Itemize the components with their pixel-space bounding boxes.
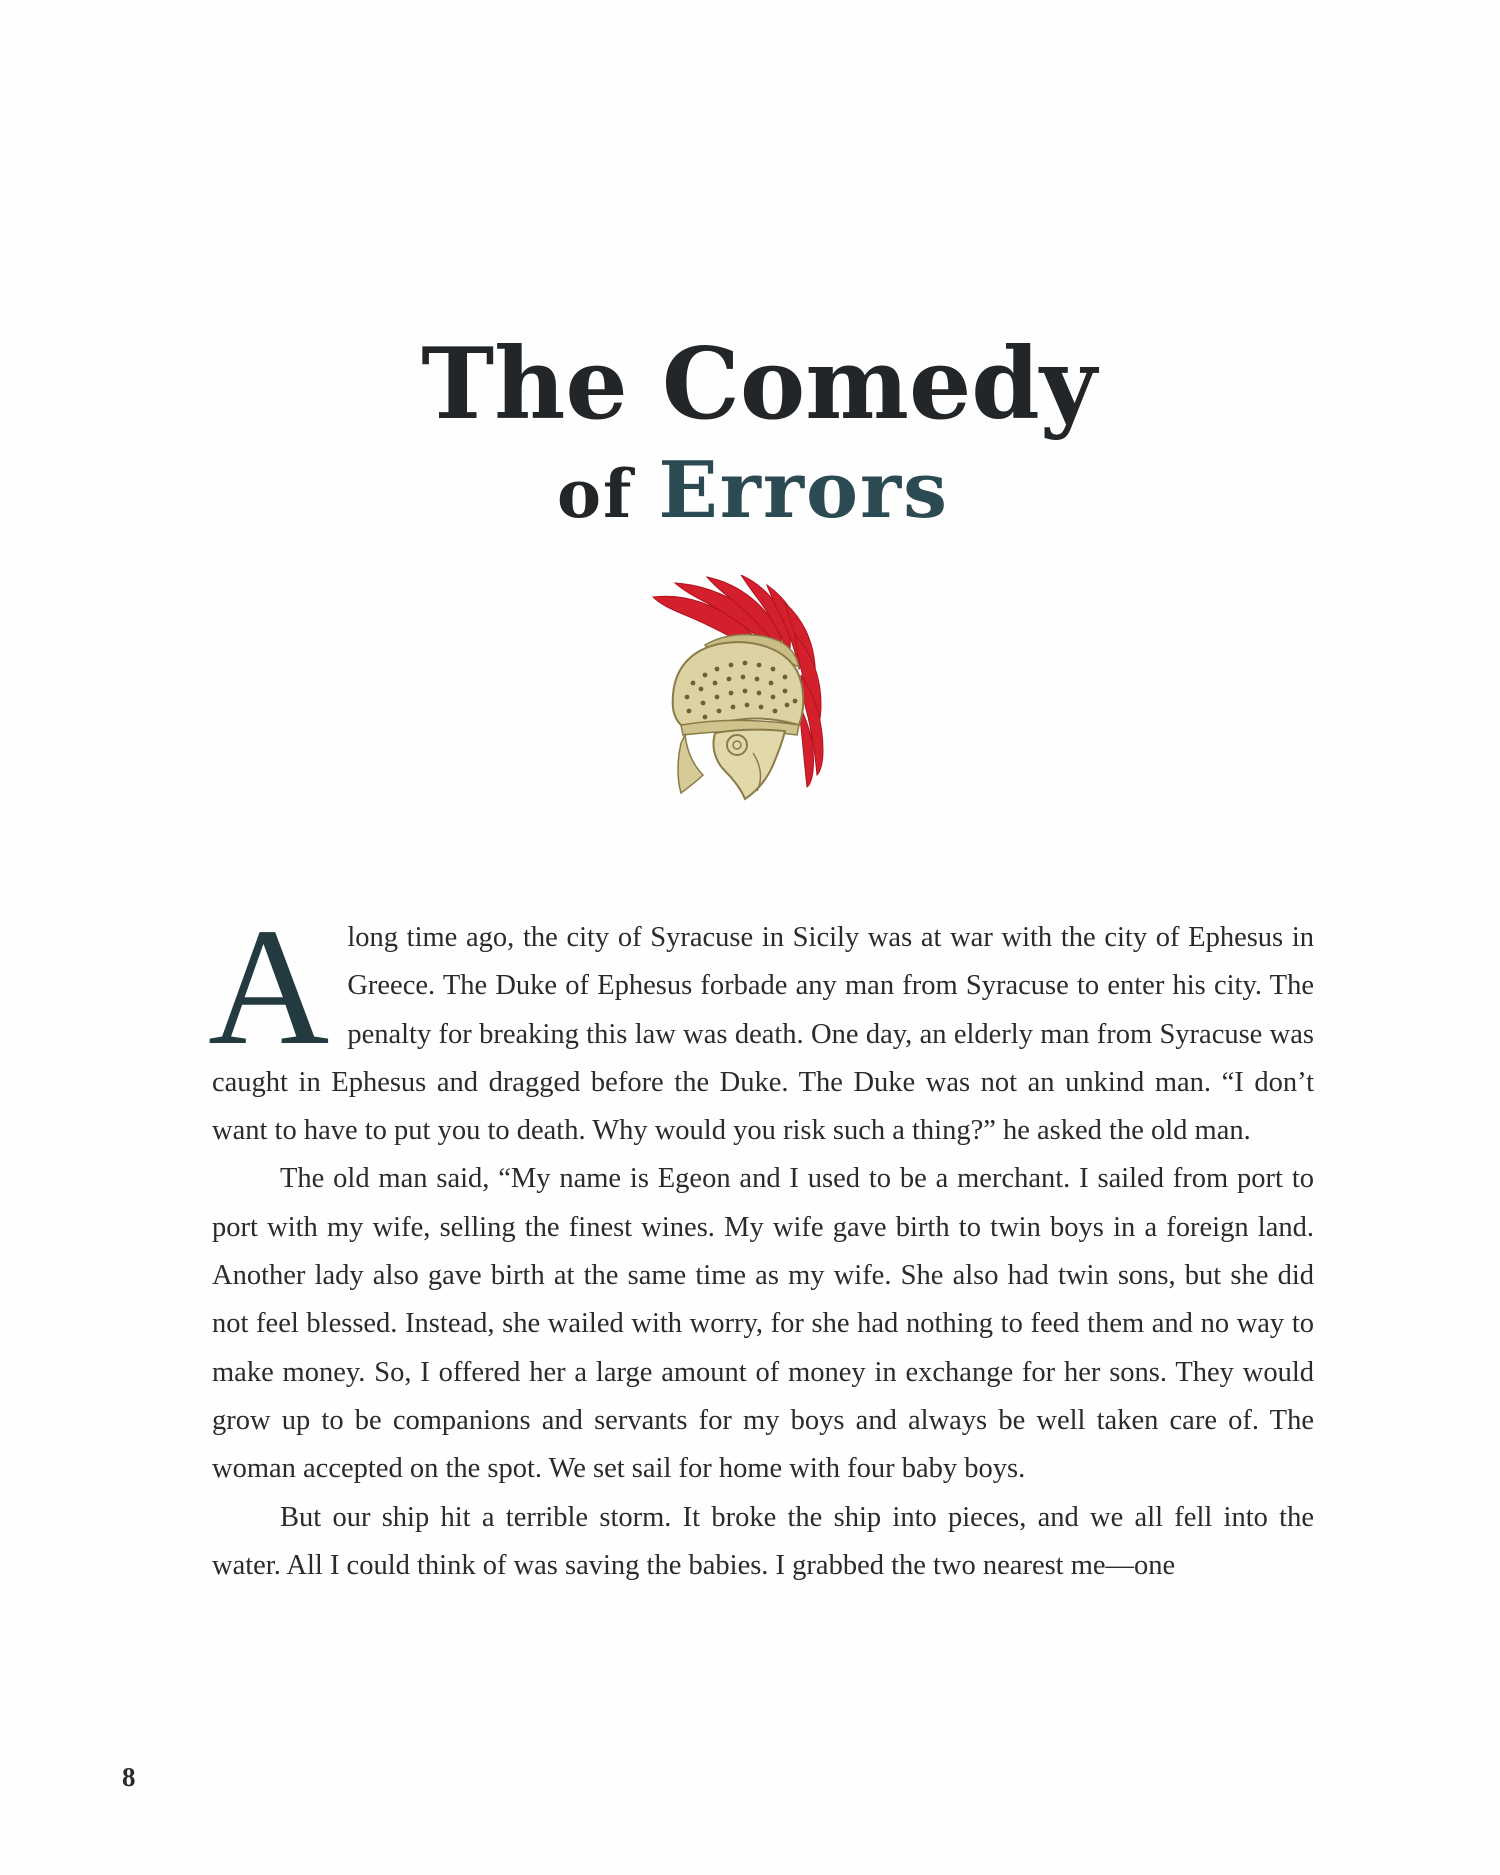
drop-cap: A <box>208 894 330 1080</box>
story-text <box>208 894 1314 1590</box>
page-number: 8 <box>122 1762 136 1792</box>
paragraph-1-text: long time ago, the city of Syracuse in Sicily was at war with the city of Ephesus in Greece. The Duke of Ephesus forbade any man from Syracuse to enter his city. The penalty for breaking this law was death. One day, an elderly man from Syracuse was caught in Ephesus and dragged before the Duke. The Duke was not an unkind man. “I don’t want to have to put you to death. Why would you risk such a thing?” he asked the old man. <box>212 922 1314 1147</box>
title-line-1: The Comedy <box>421 327 1097 442</box>
title-small-word: of <box>556 455 659 533</box>
chapter-title <box>0 327 1500 539</box>
paragraph-1 <box>208 894 1314 1155</box>
paragraph-3: But our ship hit a terrible storm. It broke the ship into pieces, and we all fell into the water. All I could think of was saving the babies. I grabbed the two nearest me—one <box>212 1501 1314 1581</box>
paragraph-2: The old man said, “My name is Egeon and I used to be a merchant. I sailed from port to port with my wife, selling the finest wines. My wife gave birth to twin boys in a foreign land. Another lady also gave birth at the same time as my wife. She also had twin sons, but she did not feel blessed. Instead, she wailed with worry, for she had nothing to feed them and no way to make money. So, I offered her a large amount of money in exchange for her sons. They would grow up to be companions and servants for my boys and always be well taken care of. The woman accepted on the spot. We set sail for home with four baby boys. <box>212 1163 1314 1485</box>
roman-helmet-icon <box>645 575 875 805</box>
title-accent-word: Errors <box>658 445 950 536</box>
title-line-2 <box>0 446 1500 539</box>
